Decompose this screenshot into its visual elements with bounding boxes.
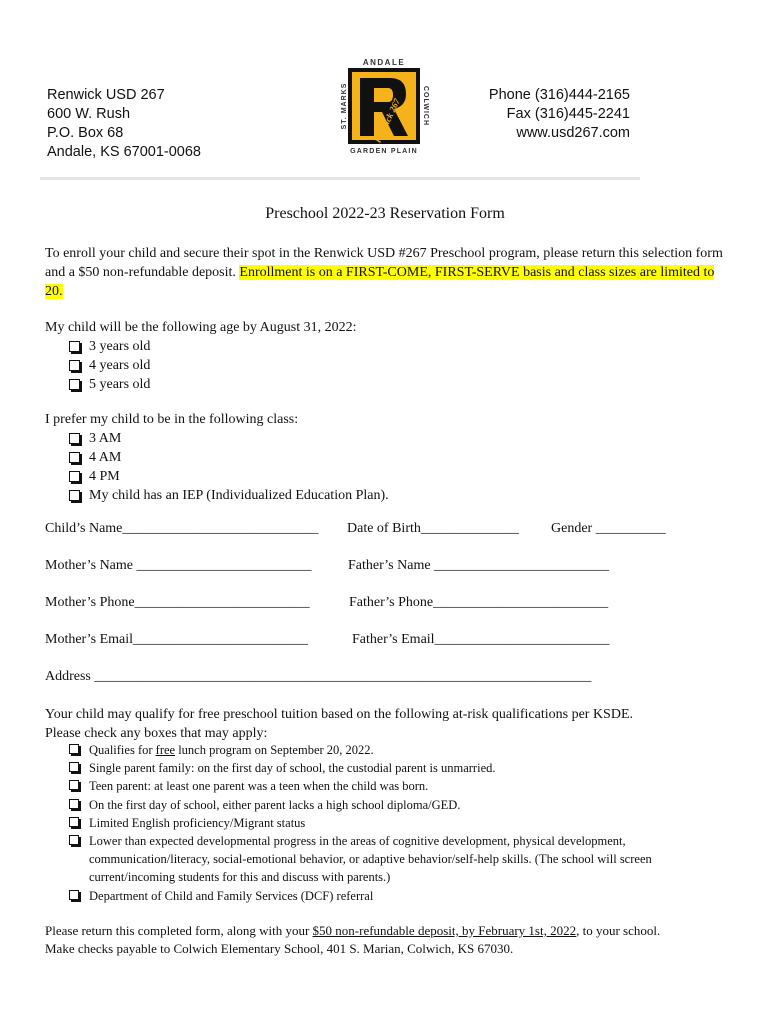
qualification-teen-parent[interactable]: Teen parent: at least one parent was a teen when the child was born.: [69, 777, 735, 795]
intro-text: To enroll your child and secure their spot in the Renwick USD #267 Preschool program, please return this selection form and a $50 non-refundable deposit.: [45, 246, 723, 280]
father-phone-field[interactable]: Father’s Phone_________________________: [349, 595, 609, 610]
qualification-dcf[interactable]: Department of Child and Family Services (DCF) referral: [69, 887, 735, 905]
footer-line-1: Please return this completed form, along with your $50 non-refundable deposit, by February 1st, 2022, to your school.: [45, 923, 661, 938]
address-line: Andale, KS 67001-0068: [47, 144, 201, 160]
fax-text: Fax (316)445-2241: [506, 106, 630, 122]
intro-highlight: Enrollment is on a FIRST-COME, FIRST-SERVE basis and class sizes are limited to 20.: [45, 265, 715, 299]
age-question: My child will be the following age by August 31, 2022:: [45, 320, 357, 335]
checkbox[interactable]: [69, 762, 79, 772]
logo-top-text: ANDALE: [362, 58, 406, 67]
intro-paragraph: [45, 244, 725, 301]
age-section: [45, 318, 356, 394]
father-email-field[interactable]: Father’s Email_________________________: [352, 632, 610, 647]
mother-email-field[interactable]: Mother’s Email_________________________: [45, 632, 309, 647]
address-field[interactable]: Address _______________________________________________________________________: [45, 669, 592, 684]
qualification-diploma[interactable]: On the first day of school, either parent lacks a high school diploma/GED.: [69, 796, 735, 814]
class-option-4am[interactable]: 4 AM: [69, 448, 389, 467]
header-divider: [40, 177, 640, 180]
footer-instructions: [45, 922, 735, 958]
checkbox[interactable]: [69, 744, 79, 754]
district-address: [47, 86, 201, 162]
checkbox[interactable]: [69, 379, 80, 390]
logo-right-text: COLWICH: [422, 85, 429, 127]
qualify-line-2: Please check any boxes that may apply:: [45, 726, 268, 741]
logo-bottom-text: GARDEN PLAIN: [350, 148, 418, 155]
dob-field[interactable]: Date of Birth______________: [347, 521, 519, 536]
district-logo: [338, 56, 430, 156]
class-option-3am[interactable]: 3 AM: [69, 429, 389, 448]
qualify-line-1: Your child may qualify for free preschool tuition based on the following at-risk qualifications per KSDE.: [45, 707, 634, 722]
age-option-4[interactable]: 4 years old: [69, 356, 356, 375]
qualify-intro: [45, 705, 735, 743]
qualification-development[interactable]: Lower than expected developmental progress in the areas of cognitive development, physical development, communication/literacy, social-emotional behavior, or adaptive behavior/self-help skills. (The school will screen current/incoming students for this and discuss with parents.): [69, 832, 735, 887]
checkbox[interactable]: [69, 360, 80, 371]
checkbox[interactable]: [69, 452, 80, 463]
class-question: I prefer my child to be in the following class:: [45, 412, 299, 427]
child-name-field[interactable]: Child’s Name____________________________: [45, 521, 319, 536]
checkbox[interactable]: [69, 890, 79, 900]
checkbox[interactable]: [69, 490, 80, 501]
checkbox[interactable]: [69, 780, 79, 790]
checkbox[interactable]: [69, 799, 79, 809]
phone-text: Phone (316)444-2165: [488, 87, 630, 103]
address-line: 600 W. Rush: [47, 106, 131, 122]
logo-script-text: Renwick 267: [372, 96, 402, 145]
father-name-field[interactable]: Father’s Name _________________________: [348, 558, 610, 573]
mother-name-field[interactable]: Mother’s Name _________________________: [45, 558, 312, 573]
checkbox[interactable]: [69, 817, 79, 827]
qualification-english[interactable]: Limited English proficiency/Migrant status: [69, 814, 735, 832]
qualification-list: [45, 741, 735, 905]
address-line: P.O. Box 68: [47, 125, 124, 141]
checkbox[interactable]: [69, 835, 79, 845]
checkbox[interactable]: [69, 433, 80, 444]
qualification-free-lunch[interactable]: Qualifies for free lunch program on September 20, 2022.: [69, 741, 735, 759]
class-option-4pm[interactable]: 4 PM: [69, 467, 389, 486]
class-section: [45, 410, 389, 505]
qualification-single-parent[interactable]: Single parent family: on the first day of school, the custodial parent is unmarried.: [69, 759, 735, 777]
age-option-3[interactable]: 3 years old: [69, 337, 356, 356]
mother-phone-field[interactable]: Mother’s Phone_________________________: [45, 595, 310, 610]
logo-left-text: ST. MARKS: [341, 82, 348, 130]
website-text: www.usd267.com: [516, 125, 630, 141]
footer-line-2: Make checks payable to Colwich Elementary School, 401 S. Marian, Colwich, KS 67030.: [45, 941, 514, 957]
gender-field[interactable]: Gender __________: [551, 521, 666, 536]
checkbox[interactable]: [69, 471, 80, 482]
checkbox[interactable]: [69, 341, 80, 352]
form-title: Preschool 2022-23 Reservation Form: [265, 205, 505, 222]
address-line: Renwick USD 267: [47, 87, 165, 103]
class-option-iep[interactable]: My child has an IEP (Individualized Education Plan).: [69, 486, 389, 505]
district-contact: [489, 86, 630, 143]
age-option-5[interactable]: 5 years old: [69, 375, 356, 394]
